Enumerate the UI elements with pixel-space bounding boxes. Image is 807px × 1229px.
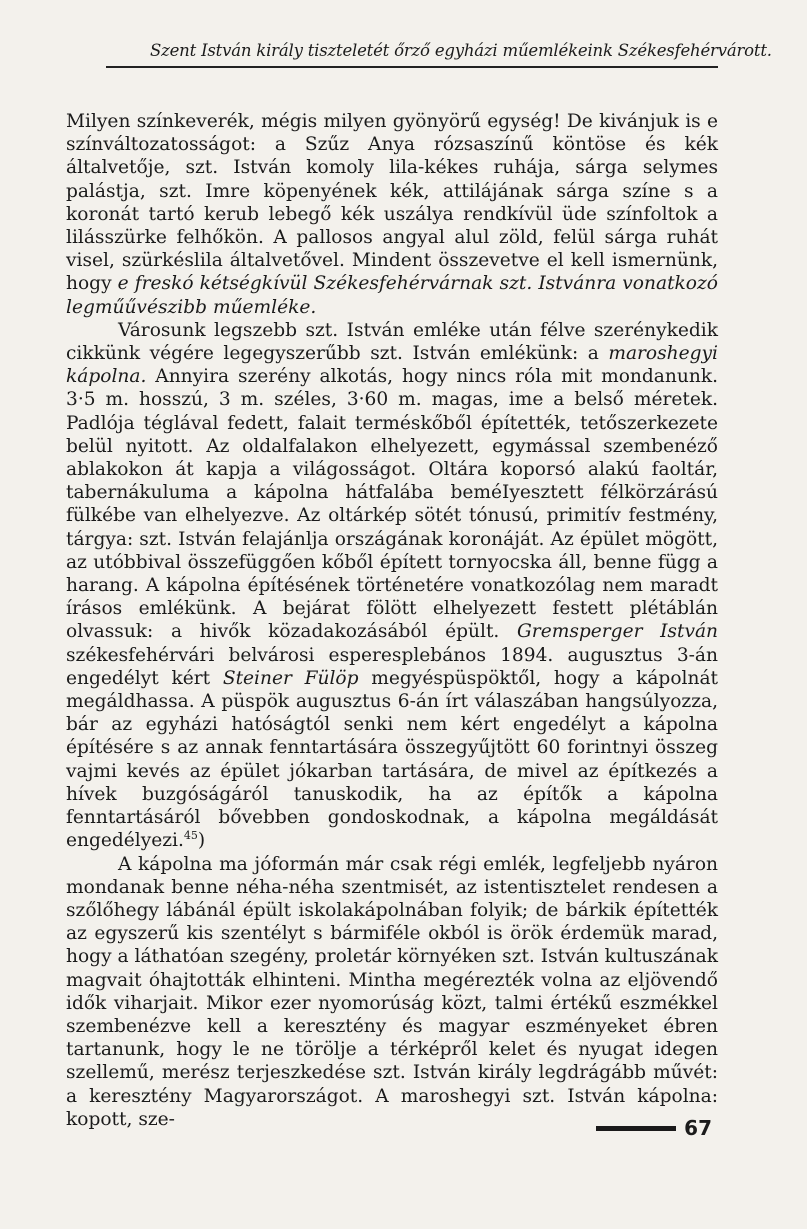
footer-rule <box>596 1126 676 1131</box>
text-run: székesfehérvári belvárosi esperesplebános 1894. augusztus 3-án engedélyt kért <box>66 644 718 689</box>
italic-text: Steiner Fülöp <box>222 667 359 689</box>
text-run: ) <box>197 830 206 852</box>
paragraph <box>66 853 718 1131</box>
paragraph <box>66 110 718 319</box>
italic-text: e freskó kétségkívül Székesfehérvárnak szt. Istvánra vonatkozó legműűvészibb műemléke. <box>66 273 718 318</box>
body-text <box>66 110 718 1131</box>
text-run: Milyen színkeverék, mégis milyen gyönyörű egység! De kivánjuk is e színváltozatosságot: a Szűz Anya rózsaszínű köntöse és kék általvetője, szt. István komoly lila-kékes ruhája, sárga selymes palástja, szt. Imre köpenyének kék, attilájának sárga színe s a koronát tartó kerub lebegő kék uszálya rendkívül üde színfoltok a lilásszürke felhőkön. A pallosos angyal alul zöld, felül sárga ruhát visel, szürkéslila általvetővel. Mindent összevetve el kell ismernünk, hogy <box>66 111 718 295</box>
text-run: megyéspüspöktől, hogy a kápolnát megáldhassa. A püspök augusztus 6-án írt válaszában hangsúlyozza, bár az egyházi hatóságtól senki nem kért engedélyt a kápolna építésére s az annak fenntartására összegyűjtött 60 forintnyi összeg vajmi kevés az épület jókarban tartására, de mivel az építkezés a hívek buzgóságáról tanuskodik, ha az építők a kápolna fenntartásáról bővebben gondoskodnak, a kápolna megáldását engedélyezi. <box>66 667 719 852</box>
book-page <box>66 40 772 1200</box>
footnote-marker: 45 <box>183 829 198 843</box>
running-head: Szent István király tiszteletét őrző egyházi műemlékeink Székesfehérvárott. <box>106 40 718 68</box>
page-footer <box>596 1116 712 1140</box>
italic-text: Gremsperger István <box>516 621 719 643</box>
text-run: Városunk legszebb szt. István emléke után félve szerénykedik cikkünk végére legegyszerűbb szt. István emlékünk: a <box>66 319 718 365</box>
page-number: 67 <box>684 1116 712 1140</box>
text-run: Annyira szerény alkotás, hogy nincs róla mit mondanunk. 3·5 m. hosszú, 3 m. széles, 3·60 m. magas, ime a belső méretek. Padlója téglával fedett, falait terméskőből építették, tetőszerkezete belül nyitott. Az oldalfalakon elhelyezett, egymással szembenéző ablakokon át kapja a világosságot. Oltára koporsó alakú faoltár, tabernákuluma a kápolna hátfalába beméIyesztett félkörzárású fülkébe van elhelyezve. Az oltárkép sötét tónusú, primitív festmény, tárgya: szt. István felajánlja országának koronáját. Az épület mögött, az utóbbival összefüggően kőből épített tornyocska áll, benne függ a harang. A kápolna építésének történetére vonatkozólag nem maradt írásos emlékünk. A bejárat fölött elhelyezett festett plétáblán olvassuk: a hivők közadakozásából épült. <box>66 366 718 643</box>
italic-text: maroshegyi kápolna. <box>66 343 718 388</box>
text-run: A kápolna ma jóformán már csak régi emlék, legfeljebb nyáron mondanak benne néha-néha szentmisét, az istentisztelet rendesen a szőlőhegy lábánál épült iskolakápolnában folyik; de bárkik építették az egyszerű kis szentélyt s bármiféle okból is örök érdemük marad, hogy a láthatóan szegény, proletár környéken szt. István kultuszának magvait óhajtották elhinteni. Mintha megérezték volna az eljövendő idők viharjait. Mikor ezer nyomorúság közt, talmi értékű eszmékkel szembenézve kell a keresztény és magyar eszményeket ébren tartanunk, hogy le ne törölje a térképről kelet és nyugat idegen szellemű, merész terjeszkedése szt. István király legdrágább művét: a keresztény Magyarországot. A maroshegyi szt. István kápolna: kopott, sze- <box>66 853 718 1130</box>
paragraph <box>66 319 718 853</box>
